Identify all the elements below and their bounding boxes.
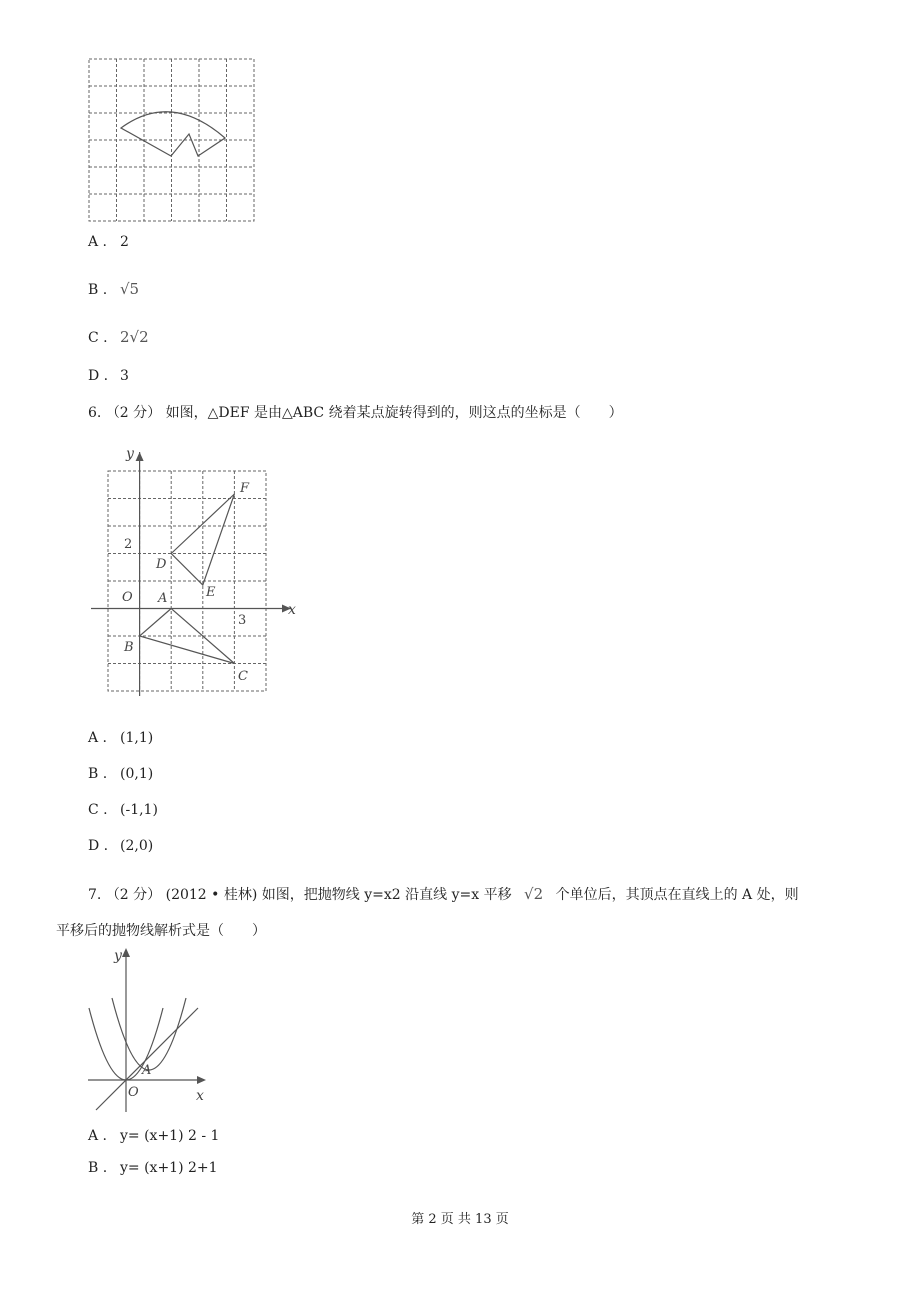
point-a-label-q7: A bbox=[142, 1063, 152, 1078]
line-y-equals-x bbox=[96, 1008, 198, 1110]
q5-option-d[interactable]: D . 3 bbox=[88, 368, 129, 384]
q7-text-b: 个单位后，其顶点在直线上的 A 处，则 bbox=[555, 887, 799, 903]
q6-option-d[interactable]: D . (2,0) bbox=[88, 838, 154, 854]
q7-text-a: (2012 • 桂林) 如图，把抛物线 y=x2 沿直线 y=x 平移 bbox=[165, 887, 512, 903]
page-footer: 第 2 页 共 13 页 bbox=[411, 1212, 509, 1227]
q6-figure bbox=[86, 444, 306, 700]
parabola-translated bbox=[112, 998, 186, 1070]
q7-number: 7. bbox=[88, 887, 102, 903]
q5-option-a[interactable]: A . 2 bbox=[88, 234, 129, 250]
point-a-label: A bbox=[158, 591, 168, 606]
q7-figure bbox=[84, 944, 214, 1114]
q7-option-b[interactable]: B . y= (x+1) 2+1 bbox=[88, 1160, 218, 1176]
q5-option-b[interactable]: B . √5 bbox=[88, 280, 140, 298]
fan-shape bbox=[121, 112, 225, 156]
point-f-label: F bbox=[240, 481, 250, 496]
q5-option-c[interactable]: C . 2√2 bbox=[88, 328, 149, 346]
q7-score: （2 分） bbox=[105, 887, 162, 903]
q6-option-c[interactable]: C . (-1,1) bbox=[88, 802, 158, 818]
origin-label: O bbox=[122, 590, 133, 605]
q5-figure bbox=[86, 56, 258, 226]
q6-score: （2 分） bbox=[105, 405, 162, 421]
tick-3: 3 bbox=[238, 613, 247, 628]
point-e-label: E bbox=[206, 585, 216, 600]
origin-label-q7: O bbox=[128, 1085, 139, 1100]
axis-y-label-q7: y bbox=[114, 948, 122, 964]
tick-2: 2 bbox=[124, 537, 133, 552]
point-c-label: C bbox=[238, 669, 248, 684]
q6-number: 6. bbox=[88, 405, 102, 421]
q7-stem-line2: 平移后的抛物线解析式是（ ） bbox=[56, 923, 266, 939]
point-b-label: B bbox=[124, 640, 134, 655]
axis-x-label: x bbox=[288, 602, 296, 618]
q6-text: 如图，△DEF 是由△ABC 绕着某点旋转得到的，则这点的坐标是（ ） bbox=[165, 405, 623, 421]
q6-option-a[interactable]: A . (1,1) bbox=[88, 730, 154, 746]
axis-y-label: y bbox=[126, 446, 134, 462]
point-d-label: D bbox=[156, 557, 167, 572]
q7-option-a[interactable]: A . y= (x+1) 2 - 1 bbox=[88, 1128, 220, 1144]
axis-x-label-q7: x bbox=[196, 1088, 204, 1104]
q7-sqrt2: √2 bbox=[524, 885, 544, 903]
q6-option-b[interactable]: B . (0,1) bbox=[88, 766, 154, 782]
q7-stem-line1 bbox=[88, 884, 799, 904]
q6-stem bbox=[88, 402, 623, 422]
